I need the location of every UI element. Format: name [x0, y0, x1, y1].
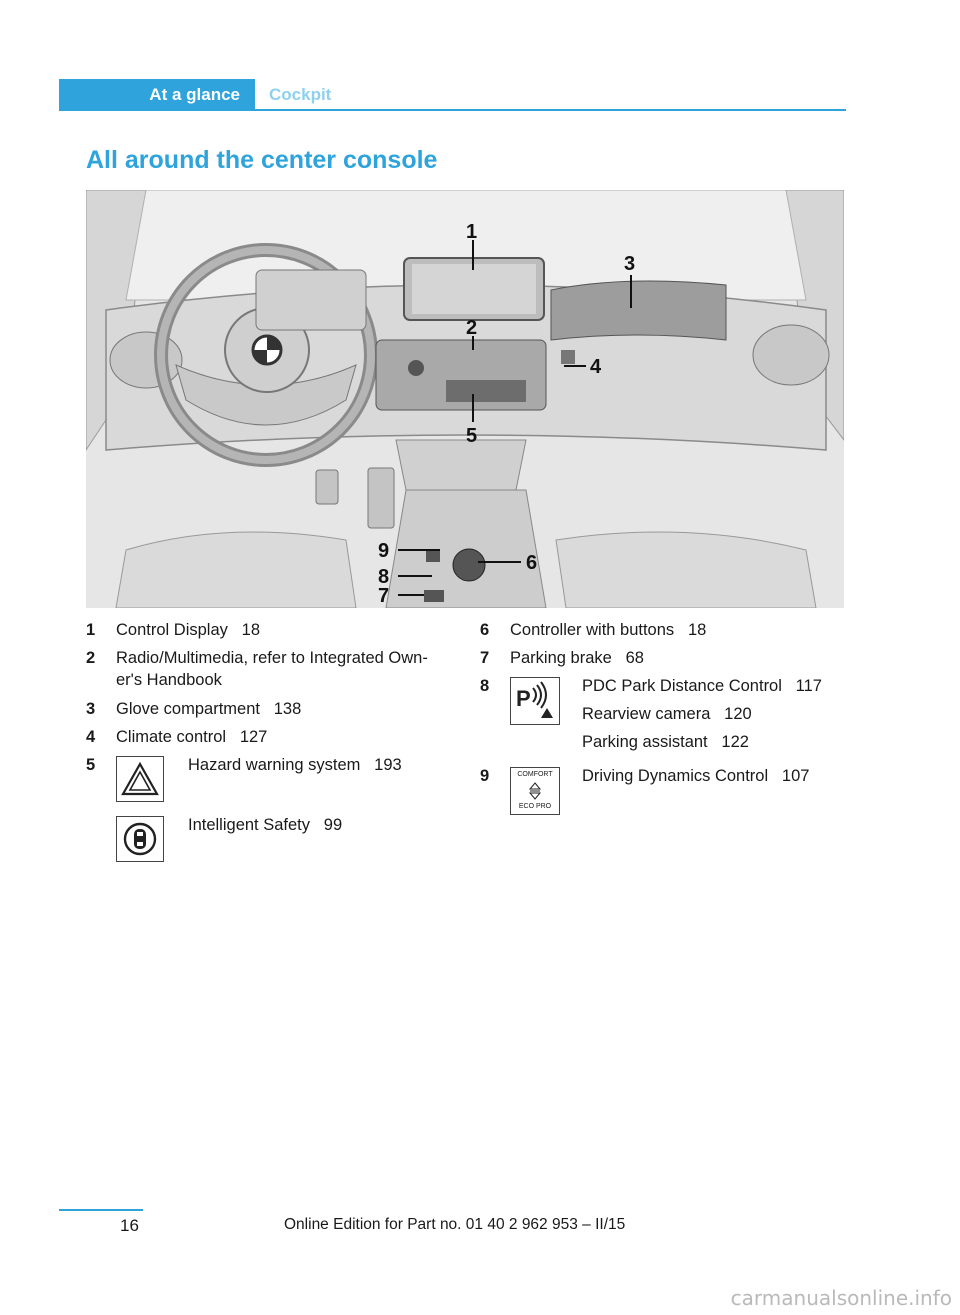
hazard-triangle-glyph [120, 760, 160, 798]
legend-label: Glove compartment [116, 700, 260, 718]
legend-text-8a [582, 675, 822, 697]
legend-text-9 [582, 765, 809, 787]
page-ref-link[interactable]: 122 [721, 733, 749, 751]
callout-4: 4 [590, 356, 602, 378]
legend-number: 8 [480, 677, 490, 695]
hazard-warning-icon [116, 756, 164, 802]
legend-number: 5 [86, 756, 96, 774]
callout-8: 8 [378, 566, 390, 588]
legend-text-5 [188, 754, 402, 776]
legend-number: 1 [86, 621, 96, 639]
legend-item-8 [480, 675, 850, 759]
watermark: carmanualsonline.info [730, 1286, 952, 1310]
legend-number: 4 [86, 728, 96, 746]
legend-item-5b [86, 814, 456, 864]
legend-text-7 [510, 647, 644, 669]
callout-3: 3 [624, 253, 636, 275]
legend-label: Parking brake [510, 649, 612, 667]
header-subsection-tab[interactable] [269, 79, 331, 111]
callout-7: 7 [378, 585, 390, 607]
park-distance-icon [510, 677, 560, 725]
driving-dynamics-icon [510, 767, 560, 815]
cockpit-illustration [86, 190, 844, 608]
legend-label: Parking assistant [582, 733, 708, 751]
page-ref-link[interactable]: 193 [374, 756, 402, 774]
page-ref-link[interactable]: 138 [273, 700, 302, 718]
legend-number: 7 [480, 649, 490, 667]
page-ref-link[interactable]: 117 [795, 677, 822, 695]
page-ref-link[interactable]: 18 [241, 621, 260, 639]
callout-1: 1 [466, 221, 478, 243]
header-subsection-label: Cockpit [269, 85, 332, 104]
up-down-arrows-glyph [528, 782, 542, 800]
legend-number: 3 [86, 700, 96, 718]
legend-label: Intelligent Safety [188, 816, 310, 834]
callout-9: 9 [378, 540, 390, 562]
page-number: 16 [120, 1216, 139, 1235]
callout-2: 2 [466, 317, 478, 339]
header-section-label: At a glance [149, 85, 240, 104]
footer-rule [59, 1209, 143, 1211]
edition-note: Online Edition for Part no. 01 40 2 962 953 – II/15 [284, 1216, 626, 1233]
callout-5: 5 [466, 425, 478, 447]
page-ref-link[interactable]: 18 [687, 621, 707, 639]
legend-text-3 [116, 698, 301, 720]
legend-text-5b [188, 814, 342, 836]
legend-label: Control Display [116, 621, 228, 639]
legend-label-continued: er's Handbook [116, 671, 222, 689]
icon-label-bottom: ECO PRO [518, 803, 552, 810]
legend-item-2 [86, 647, 456, 691]
page-title: All around the center console [86, 146, 438, 174]
legend-label: Rearview camera [582, 705, 711, 723]
legend-item-3 [86, 698, 456, 720]
intelligent-safety-icon [116, 816, 164, 862]
legend-item-7 [480, 647, 850, 669]
legend-item-5 [86, 754, 456, 804]
legend-label: Hazard warning system [188, 756, 361, 774]
svg-text:P: P [516, 686, 531, 711]
page-ref-link[interactable]: 120 [724, 705, 752, 723]
legend-label: Controller with buttons [510, 621, 675, 639]
legend-item-1 [86, 619, 456, 641]
legend-text-6 [510, 619, 706, 641]
park-distance-glyph [513, 680, 557, 722]
legend-label: Driving Dynamics Control [582, 767, 769, 785]
legend-label: PDC Park Distance Control [582, 677, 782, 695]
legend-number: 6 [480, 621, 490, 639]
legend-label: Radio/Multimedia, refer to Integrated Own- [116, 649, 428, 667]
cockpit-drawing [86, 190, 844, 608]
legend-label: Climate control [116, 728, 227, 746]
legend-number: 2 [86, 649, 96, 667]
legend-text-1 [116, 619, 260, 641]
legend-text-8b [582, 703, 752, 725]
page-ref-link[interactable]: 99 [323, 816, 343, 834]
callout-6: 6 [526, 552, 538, 574]
header-section-tab[interactable] [59, 79, 255, 111]
header-rule [255, 109, 846, 111]
page-ref-link[interactable]: 107 [781, 767, 810, 785]
legend-text-8c [582, 731, 749, 753]
legend-text-4 [116, 726, 267, 748]
legend-item-4 [86, 726, 456, 748]
legend-number: 9 [480, 767, 490, 785]
intelligent-safety-glyph [120, 820, 160, 858]
page-ref-link[interactable]: 68 [625, 649, 644, 667]
page-ref-link[interactable]: 127 [239, 728, 268, 746]
legend-item-6 [480, 619, 850, 641]
legend-item-9 [480, 765, 850, 819]
icon-label-top: COMFORT [517, 771, 553, 778]
